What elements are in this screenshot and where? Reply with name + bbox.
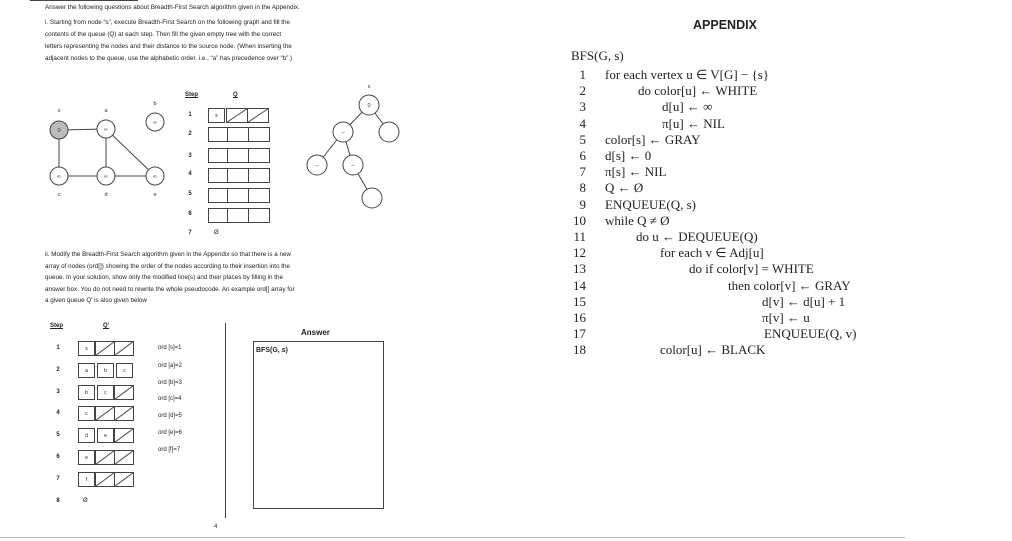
graph-label-c: c [57, 192, 61, 198]
line-number: 2 [579, 83, 586, 99]
step2-number: 5 [56, 432, 60, 438]
ord-entry: ord [b]=3 [158, 380, 182, 386]
step2-number: 3 [56, 389, 60, 395]
bottom-rule [0, 537, 905, 538]
step2-number: 4 [56, 410, 60, 416]
pseudocode-line: do color[u] ← WHITE [638, 83, 758, 99]
empty-queue-symbol: Ø [214, 230, 219, 236]
graph-label-d: d [104, 192, 108, 198]
step2-header: Step [50, 323, 64, 329]
graph-value-a: ∞ [104, 127, 108, 133]
step-number: 7 [188, 230, 192, 236]
queue2-cell: c [78, 406, 95, 421]
ord-entry: ord [s]=1 [158, 345, 182, 351]
pseudocode-line: color[s] ← GRAY [605, 131, 701, 147]
queue2-cell: a [78, 363, 95, 378]
ord-entry: ord [e]=6 [158, 430, 182, 436]
answer-label: BFS(G, s) [256, 347, 288, 354]
queue2-cell: e [97, 428, 114, 443]
queue-cell-slash [226, 108, 270, 123]
question-1 [45, 17, 390, 65]
pseudocode-line: d[s] ← 0 [605, 148, 652, 163]
line-number: 11 [573, 229, 586, 244]
graph-label-a: a [104, 108, 108, 114]
pseudocode-line: while Q ≠ Ø [605, 212, 670, 228]
line-number: 9 [579, 196, 586, 212]
question-2-line: queue. In your solution, show only the modified line(s) and their places by filling in the [45, 274, 284, 281]
graph-label-b: b [153, 101, 157, 107]
graph-label-e: e [153, 192, 157, 198]
line-number: 16 [573, 310, 586, 325]
tree-root-value: 0 [367, 103, 371, 109]
step2-number: 2 [56, 367, 60, 373]
line-number: 17 [573, 326, 586, 342]
queue-empty-grid [208, 127, 270, 227]
question-2-line: ii. Modify the Breadth-First Search algorithm given in the Appendix so that there is a new [45, 251, 292, 258]
line-number: 13 [573, 261, 586, 277]
empty-queue2-symbol: Ø [83, 498, 88, 504]
pseudocode-line: π[v] ← u [762, 310, 810, 325]
pseudocode-line: ENQUEUE(Q, s) [605, 196, 696, 212]
pseudocode-line: do if color[v] = WHITE [689, 261, 814, 277]
question-2-line: a given queue Q’ is also given below [45, 297, 147, 304]
tree-dash: – [315, 163, 319, 169]
queue2-header: Q' [103, 323, 110, 329]
pseudocode-line: Q ← Ø [605, 180, 644, 196]
pseudocode-line: d[u] ← ∞ [662, 99, 713, 115]
pseudocode-line: do u ← DEQUEUE(Q) [636, 229, 758, 244]
graph-value-c: ∞ [57, 174, 61, 180]
graph-value-b: ∞ [153, 120, 157, 126]
step-number: 3 [188, 153, 192, 159]
pseudocode-line: d[v] ← d[u] + 1 [762, 293, 846, 309]
bfs-tree [300, 80, 405, 215]
step2-number: 7 [56, 476, 60, 482]
queue2-cell: c [116, 363, 133, 378]
pseudocode-heading: BFS(G, s) [571, 48, 624, 63]
line-number: 10 [573, 212, 586, 228]
line-number: 12 [573, 245, 586, 261]
ord-entry: ord [c]=4 [158, 396, 182, 402]
pseudocode-line: for each v ∈ Adj[u] [660, 245, 764, 261]
queue2-cell: d [78, 428, 95, 443]
step2-number: 1 [56, 345, 60, 351]
queue2-cell: b [78, 385, 95, 400]
question-2 [45, 249, 390, 307]
question-1-line: letters representing the nodes and their distance to the source node. (When inserting the [45, 43, 292, 50]
top-rule [30, 0, 138, 1]
line-number: 1 [579, 67, 586, 82]
step-number: 2 [188, 131, 192, 137]
pseudocode-line: ENQUEUE(Q, v) [764, 326, 857, 342]
queue-header: Q [233, 92, 238, 98]
graph-edge [106, 129, 155, 176]
queue-cell: s [208, 108, 225, 123]
line-number: 15 [573, 293, 586, 309]
ord-entry: ord [f]=7 [158, 447, 181, 453]
line-number: 8 [579, 180, 586, 196]
question-1-line: adjacent nodes to the queue, use the alphabetic order. i.e., “a” has precedence over “b”.) [45, 55, 293, 62]
pseudocode-line: π[s] ← NIL [605, 164, 667, 180]
step-number: 1 [188, 112, 192, 118]
step-number: 6 [188, 211, 192, 217]
answer-box[interactable] [253, 341, 384, 509]
queue2-cell: s [78, 341, 95, 356]
graph-value-d: ∞ [104, 174, 108, 180]
line-number: 14 [573, 277, 586, 293]
answer-title: Answer [301, 328, 330, 337]
queue2-slash [95, 472, 135, 487]
graph-label-s: s [57, 108, 61, 114]
queue2-cell: e [78, 450, 95, 465]
pseudocode-line: color[u] ← BLACK [660, 342, 766, 358]
line-number: 18 [573, 342, 586, 358]
bfs-graph [40, 98, 180, 203]
tree-root-letter: s [367, 84, 371, 90]
step2-number: 8 [56, 498, 60, 504]
step-number: 5 [188, 191, 192, 197]
pseudocode-line: π[u] ← NIL [662, 115, 725, 131]
queue2-cell: c [97, 385, 114, 400]
question-1-line: i. Starting from node “s”, execute Breadth-First Search on the following graph and fill the [45, 19, 291, 26]
page-number: 4 [214, 524, 218, 530]
line-number: 5 [579, 131, 586, 147]
line-number: 7 [579, 164, 586, 180]
step-number: 4 [188, 171, 192, 177]
tree-dash: – [341, 130, 345, 136]
queue2-slash [95, 406, 135, 421]
line-number: 4 [579, 115, 586, 131]
queue2-cell: b [97, 363, 114, 378]
queue2-slash [95, 450, 135, 465]
line-number: 6 [579, 148, 586, 163]
question-1-line: contents of the queue (Q) at each step. Then fill the given empty tree with the correct [45, 31, 282, 38]
queue2-slash [114, 428, 135, 443]
tree-node [379, 122, 399, 142]
pseudocode-line: then color[v] ← GRAY [728, 277, 851, 293]
graph-value-e: ∞ [153, 174, 157, 180]
tree-node [362, 188, 382, 208]
appendix-title: APPENDIX [693, 18, 757, 32]
ord-entry: ord [a]=2 [158, 363, 182, 369]
queue2-slash [114, 385, 135, 400]
intro-text: Answer the following questions about Breadth-First Search algorithm given in the Appendix. [45, 4, 300, 11]
pseudocode-line: for each vertex u ∈ V[G] − {s} [605, 67, 770, 82]
step2-number: 6 [56, 454, 60, 460]
queue2-cell: f [78, 472, 95, 487]
step-header: Step [185, 92, 199, 98]
question-2-line: answer box. You do not need to rewrite the whole pseudocode. An example ord[] array for [45, 285, 295, 293]
question-2-line: array of nodes (ord[]) showing the order of the nodes according to their insertion into the [45, 262, 291, 270]
ord-entry: ord [d]=5 [158, 413, 182, 419]
graph-value-s: 0 [57, 128, 61, 134]
tree-dash: – [351, 163, 355, 169]
divider-line [225, 323, 226, 518]
line-number: 3 [579, 99, 586, 115]
queue2-slash [95, 341, 135, 356]
